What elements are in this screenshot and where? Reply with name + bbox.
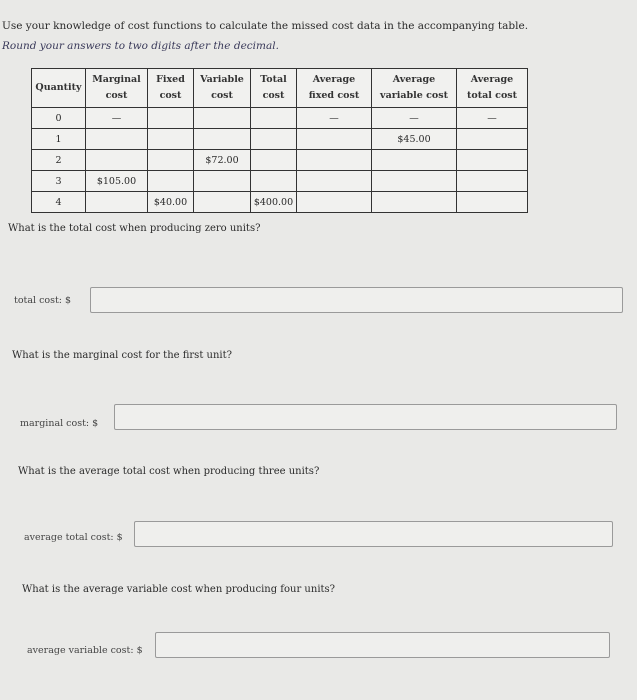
table-cell: $72.00 bbox=[194, 150, 251, 171]
table-cell bbox=[251, 108, 297, 129]
table-row bbox=[32, 171, 528, 192]
table-cell: $400.00 bbox=[251, 192, 297, 213]
table-cell: — bbox=[86, 108, 148, 129]
table-cell bbox=[297, 171, 372, 192]
header-average-fixed-cost: Average fixed cost bbox=[297, 69, 372, 108]
question-total-cost: What is the total cost when producing zero units? bbox=[8, 223, 261, 234]
table-cell: 4 bbox=[32, 192, 86, 213]
table-cell bbox=[297, 129, 372, 150]
table-cell: $105.00 bbox=[86, 171, 148, 192]
table-cell bbox=[194, 192, 251, 213]
table-cell bbox=[251, 129, 297, 150]
table-cell bbox=[372, 171, 457, 192]
table-cell bbox=[148, 150, 194, 171]
table-cell: — bbox=[297, 108, 372, 129]
table-cell: $40.00 bbox=[148, 192, 194, 213]
table-cell bbox=[194, 108, 251, 129]
table-cell bbox=[457, 150, 528, 171]
table-cell bbox=[86, 192, 148, 213]
table-cell bbox=[372, 150, 457, 171]
table-cell bbox=[457, 171, 528, 192]
table-cell bbox=[148, 108, 194, 129]
table-cell: — bbox=[457, 108, 528, 129]
header-total-cost: Total cost bbox=[251, 69, 297, 108]
table-cell bbox=[86, 150, 148, 171]
total-cost-input[interactable] bbox=[90, 287, 623, 313]
table-cell bbox=[297, 192, 372, 213]
table-cell bbox=[297, 150, 372, 171]
header-average-variable-cost: Average variable cost bbox=[372, 69, 457, 108]
table-cell: — bbox=[372, 108, 457, 129]
header-fixed-cost: Fixed cost bbox=[148, 69, 194, 108]
table-header-row bbox=[32, 69, 528, 108]
table-cell bbox=[251, 171, 297, 192]
total-cost-label: total cost: $ bbox=[14, 295, 72, 306]
table-row bbox=[32, 108, 528, 129]
question-average-variable-cost: What is the average variable cost when producing four units? bbox=[22, 584, 336, 595]
table-cell: 1 bbox=[32, 129, 86, 150]
table-row bbox=[32, 192, 528, 213]
average-variable-cost-label: average variable cost: $ bbox=[27, 645, 143, 656]
table-cell: $45.00 bbox=[372, 129, 457, 150]
table-cell bbox=[457, 192, 528, 213]
header-quantity: Quantity bbox=[32, 69, 86, 108]
table-row bbox=[32, 150, 528, 171]
question-marginal-cost: What is the marginal cost for the first unit? bbox=[12, 350, 232, 361]
table-cell bbox=[251, 150, 297, 171]
table-cell bbox=[194, 171, 251, 192]
header-average-total-cost: Average total cost bbox=[457, 69, 528, 108]
instructions-line-1: Use your knowledge of cost functions to calculate the missed cost data in the accompanying table. bbox=[2, 20, 529, 32]
header-marginal-cost: Marginal cost bbox=[86, 69, 148, 108]
marginal-cost-input[interactable] bbox=[114, 404, 617, 430]
marginal-cost-label: marginal cost: $ bbox=[20, 418, 99, 429]
table-cell bbox=[148, 129, 194, 150]
header-variable-cost: Variable cost bbox=[194, 69, 251, 108]
average-variable-cost-input[interactable] bbox=[155, 632, 610, 658]
average-total-cost-input[interactable] bbox=[134, 521, 613, 547]
table-cell bbox=[457, 129, 528, 150]
table-row bbox=[32, 129, 528, 150]
table-cell bbox=[194, 129, 251, 150]
instructions-line-2: Round your answers to two digits after the decimal. bbox=[2, 40, 279, 52]
table-cell: 2 bbox=[32, 150, 86, 171]
average-total-cost-label: average total cost: $ bbox=[24, 532, 123, 543]
table-cell bbox=[372, 192, 457, 213]
table-cell: 0 bbox=[32, 108, 86, 129]
table-cell bbox=[148, 171, 194, 192]
question-average-total-cost: What is the average total cost when producing three units? bbox=[18, 466, 320, 477]
cost-table bbox=[31, 68, 528, 213]
table-cell bbox=[86, 129, 148, 150]
table-cell: 3 bbox=[32, 171, 86, 192]
